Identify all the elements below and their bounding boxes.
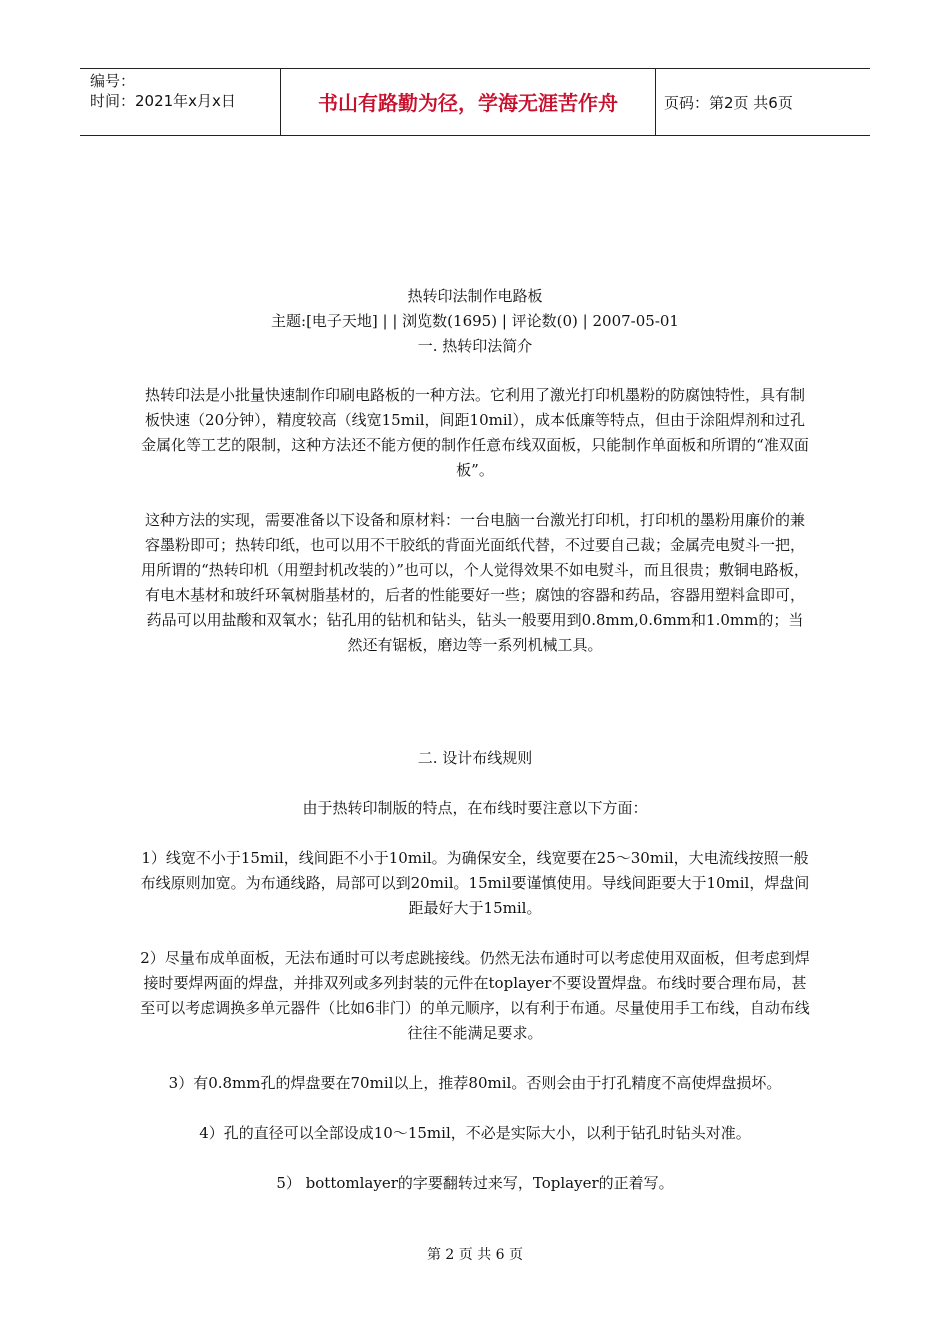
article-title: 热转印法制作电路板 bbox=[407, 287, 543, 305]
rule-item: 3）有0.8mm孔的焊盘要在70mil以上，推荐80mil。否则会由于打孔精度不高使焊盘损坏。 bbox=[168, 1074, 782, 1092]
header-motto: 书山有路勤为径，学海无涯苦作舟 bbox=[318, 91, 618, 115]
header-divider bbox=[655, 69, 656, 135]
document-number-label: 编号： bbox=[90, 72, 136, 90]
header-page-info: 页码：第2页 共6页 bbox=[664, 94, 793, 112]
section-heading-rules: 二. 设计布线规则 bbox=[417, 749, 533, 767]
header-info bbox=[90, 71, 280, 111]
rules-lead: 由于热转印制版的特点，在布线时要注意以下方面： bbox=[302, 799, 648, 817]
article-body bbox=[140, 284, 810, 1196]
rule-item: 2）尽量布成单面板，无法布通时可以考虑跳接线。仍然无法布通时可以考虑使用双面板，但考虑到焊接时要焊两面的焊盘，并排双列或多列封装的元件在toplayer不要设置焊盘。布线时要合理布局，甚至可以考虑调换多单元器件（比如6非门）的单元顺序，以有利于布通。尽量使用手工布线，自动布线往往不能满足要求。 bbox=[140, 949, 810, 1042]
document-time-label: 时间：2021年x月x日 bbox=[90, 92, 236, 110]
page-header bbox=[80, 68, 870, 136]
article-meta: 主题:[电子天地] | | 浏览数(1695) | 评论数(0) | 2007-05-01 bbox=[271, 312, 679, 330]
rule-item: 4）孔的直径可以全部设成10～15mil，不必是实际大小，以利于钻孔时钻头对准。 bbox=[199, 1124, 751, 1142]
page-footer: 第 2 页 共 6 页 bbox=[426, 1247, 524, 1263]
intro-paragraph: 热转印法是小批量快速制作印刷电路板的一种方法。它利用了激光打印机墨粉的防腐蚀特性，具有制板快速（20分钟），精度较高（线宽15mil，间距10mil），成本低廉等特点，但由于涂阻焊剂和过孔金属化等工艺的限制，这种方法还不能方便的制作任意布线双面板，只能制作单面板和所谓的“准双面板”。 bbox=[141, 386, 809, 479]
rule-item: 1）线宽不小于15mil，线间距不小于10mil。为确保安全，线宽要在25～30mil，大电流线按照一般布线原则加宽。为布通线路，局部可以到20mil。15mil要谨慎使用。导线间距要大于10mil，焊盘间距最好大于15mil。 bbox=[140, 849, 810, 917]
section-heading-intro: 一. 热转印法简介 bbox=[417, 337, 533, 355]
rule-item: 5） bottomlayer的字要翻转过来写，Toplayer的正着写。 bbox=[276, 1174, 674, 1192]
tools-paragraph: 这种方法的实现，需要准备以下设备和原材料：一台电脑一台激光打印机，打印机的墨粉用廉价的兼容墨粉即可；热转印纸，也可以用不干胶纸的背面光面纸代替，不过要自己裁；金属壳电熨斗一把，用所谓的“热转印机（用塑封机改装的）”也可以，个人觉得效果不如电熨斗，而且很贵；敷铜电路板，有电木基材和玻纤环氧树脂基材的，后者的性能要好一些；腐蚀的容器和药品，容器用塑料盒即可，药品可以用盐酸和双氧水；钻孔用的钻机和钻头，钻头一般要用到0.8mm,0.6mm和1.0mm的；当然还有锯板，磨边等一系列机械工具。 bbox=[141, 511, 809, 654]
